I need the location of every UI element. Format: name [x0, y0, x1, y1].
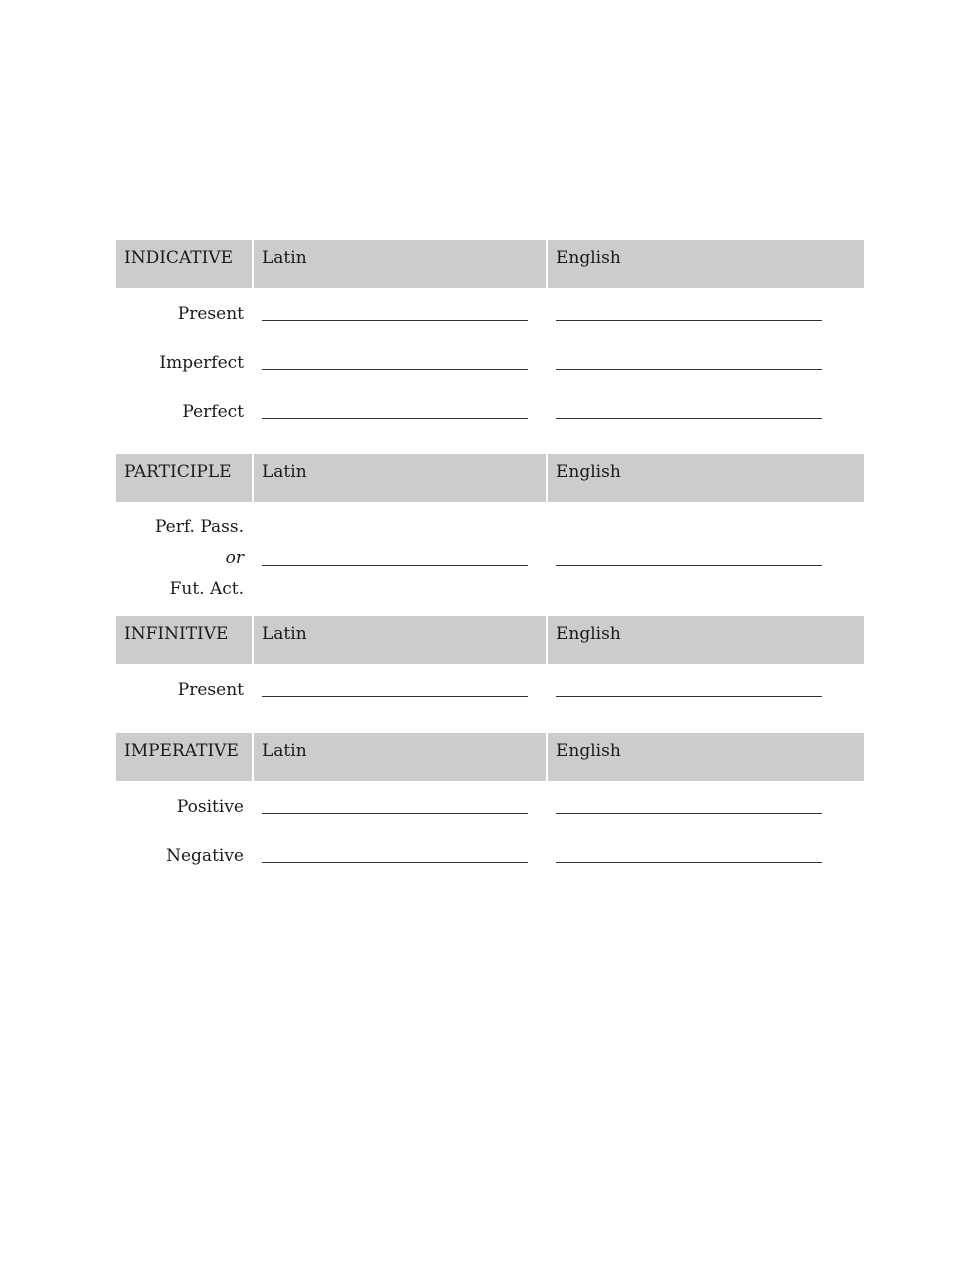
row-label: Present: [177, 303, 244, 324]
label-line-fut-act: Fut. Act.: [169, 578, 244, 599]
latin-answer-blank[interactable]: [254, 831, 546, 880]
section-infinitive: [116, 616, 864, 733]
form-row-present: [116, 289, 864, 338]
verb-worksheet: [116, 240, 864, 880]
answer-line: [556, 862, 822, 863]
english-answer-blank[interactable]: [548, 665, 864, 714]
form-row-perfect: [116, 387, 864, 436]
header-english: English: [548, 454, 864, 502]
label-line-perf-pass: Perf. Pass.: [154, 516, 244, 537]
answer-line: [556, 696, 822, 697]
header-english: English: [548, 733, 864, 781]
section-header: [116, 454, 864, 502]
row-label: [116, 512, 252, 605]
label-line-or: or: [225, 547, 244, 568]
header-english: English: [548, 616, 864, 664]
header-latin: Latin: [254, 616, 546, 664]
answer-line: [262, 813, 528, 814]
answer-line: [556, 565, 822, 566]
header-latin: Latin: [254, 733, 546, 781]
header-category: IMPERATIVE: [116, 733, 252, 781]
answer-line: [556, 813, 822, 814]
header-category: INDICATIVE: [116, 240, 252, 288]
row-label: Present: [177, 679, 244, 700]
header-category: PARTICIPLE: [116, 454, 252, 502]
answer-line: [262, 696, 528, 697]
section-imperative: [116, 733, 864, 880]
answer-line: [556, 418, 822, 419]
answer-line: [262, 418, 528, 419]
form-row-present-infinitive: [116, 665, 864, 714]
answer-line: [556, 320, 822, 321]
answer-line: [262, 565, 528, 566]
header-english: English: [548, 240, 864, 288]
row-label: Imperfect: [159, 352, 244, 373]
form-row-negative: [116, 831, 864, 880]
latin-answer-blank[interactable]: [254, 503, 546, 613]
header-latin: Latin: [254, 240, 546, 288]
form-row-positive: [116, 782, 864, 831]
form-row-participle: [116, 503, 864, 613]
section-indicative: [116, 240, 864, 454]
latin-answer-blank[interactable]: [254, 289, 546, 338]
row-label: Positive: [176, 796, 244, 817]
row-label: Negative: [166, 845, 244, 866]
english-answer-blank[interactable]: [548, 503, 864, 613]
english-answer-blank[interactable]: [548, 289, 864, 338]
latin-answer-blank[interactable]: [254, 338, 546, 387]
section-header: [116, 616, 864, 664]
section-header: [116, 240, 864, 288]
header-latin: Latin: [254, 454, 546, 502]
form-row-imperfect: [116, 338, 864, 387]
header-category: INFINITIVE: [116, 616, 252, 664]
row-label: Perfect: [182, 401, 244, 422]
section-header: [116, 733, 864, 781]
answer-line: [262, 369, 528, 370]
section-participle: [116, 454, 864, 616]
answer-line: [262, 320, 528, 321]
answer-line: [556, 369, 822, 370]
english-answer-blank[interactable]: [548, 782, 864, 831]
latin-answer-blank[interactable]: [254, 665, 546, 714]
latin-answer-blank[interactable]: [254, 387, 546, 436]
english-answer-blank[interactable]: [548, 387, 864, 436]
answer-line: [262, 862, 528, 863]
english-answer-blank[interactable]: [548, 831, 864, 880]
latin-answer-blank[interactable]: [254, 782, 546, 831]
english-answer-blank[interactable]: [548, 338, 864, 387]
